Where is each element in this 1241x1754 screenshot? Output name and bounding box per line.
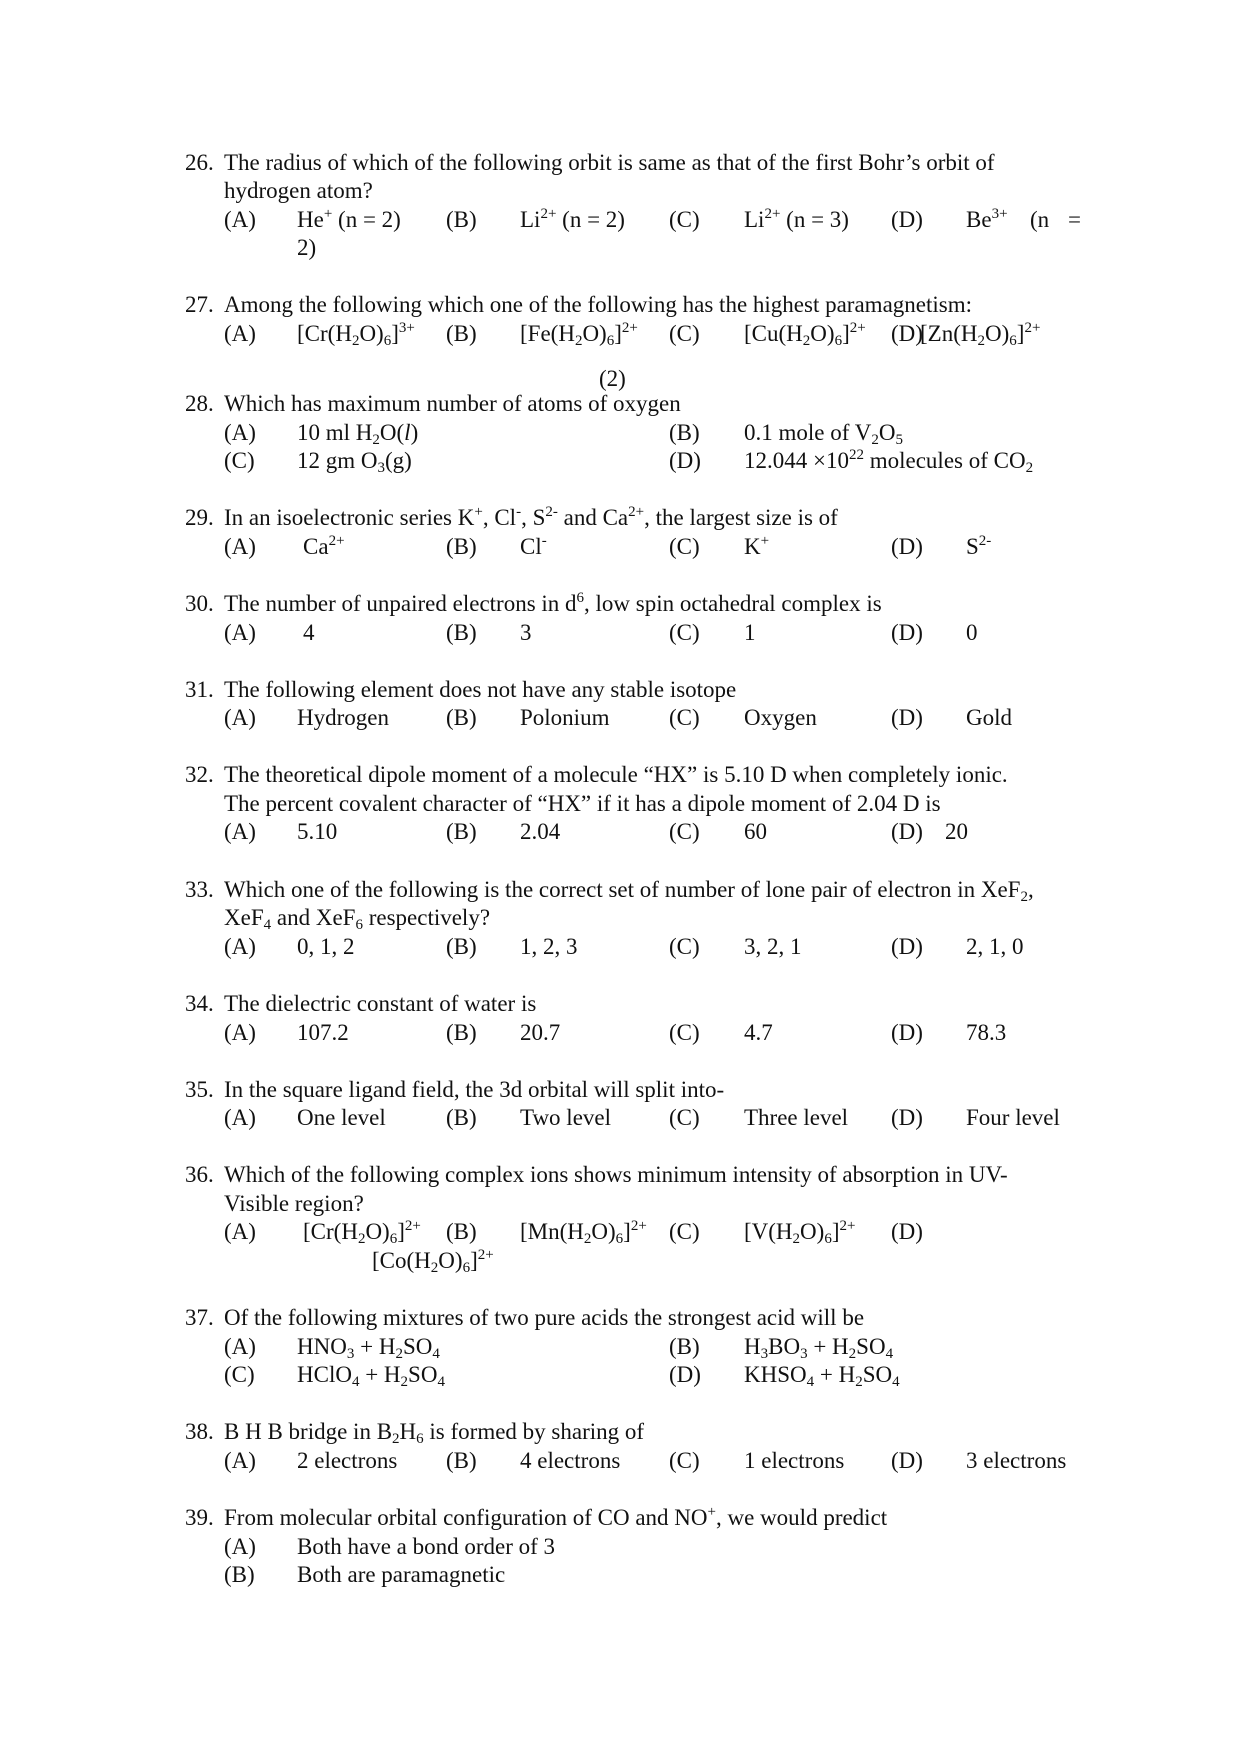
question-29-number: 29. — [185, 505, 214, 530]
option-a-text: $Ca^{2+}$ — [303, 533, 345, 559]
option-b-text: Both are paramagnetic — [297, 1562, 506, 1587]
question-31-text: The following element does not have any stable isotope — [224, 677, 737, 702]
option-a-label: (A) — [224, 1334, 256, 1359]
option-d-label: (D) — [891, 620, 923, 645]
option-b-text: $[Fe(H_2O)_6]^{2+}$ — [520, 320, 638, 349]
option-d-label: (D) — [891, 1020, 923, 1045]
option-a-text: 10 ml $H_2O(l)$ — [297, 420, 419, 448]
option-c-text: $Li^{2+}$ (n = 3) — [744, 206, 849, 232]
option-a-label: (A) — [224, 534, 256, 559]
option-b-text: $[Mn(H_2O)_6]^{2+}$ — [520, 1218, 647, 1247]
option-a-text: 0, 1, 2 — [297, 934, 355, 959]
option-a-label: (A) — [224, 1105, 256, 1130]
question-27-number: 27. — [185, 292, 214, 317]
option-d-label: (D) — [891, 705, 923, 730]
question-30-text: The number of unpaired electrons in $d^6$, low spin octahedral complex is — [224, 590, 882, 616]
option-d-text-wrap: 2) — [297, 235, 317, 260]
option-a-label: (A) — [224, 1534, 256, 1559]
question-37-text: Of the following mixtures of two pure acids the strongest acid will be — [224, 1305, 865, 1330]
option-c-text: 4.7 — [744, 1020, 773, 1045]
option-b-text: 4 electrons — [520, 1448, 621, 1473]
option-c-label: (C) — [669, 705, 700, 730]
question-30-number: 30. — [185, 591, 214, 616]
option-d-text: $12.044 \times 10^{22}$ molecules of $CO_2$ — [744, 447, 1034, 476]
question-36-text-line1: Which of the following complex ions shows minimum intensity of absorption in UV- — [224, 1162, 1008, 1187]
question-35-number: 35. — [185, 1077, 214, 1102]
option-d-label: (D) — [891, 321, 923, 346]
option-b-text: 0.1 mole of $V_2O_5$ — [744, 420, 903, 448]
option-b-label: (B) — [446, 1020, 477, 1045]
option-c-label: (C) — [669, 819, 700, 844]
option-c-label: (C) — [669, 1105, 700, 1130]
question-33-text-line2: XeF$_4$ and XeF$_6$ respectively? — [224, 905, 491, 933]
option-a-text: 2 electrons — [297, 1448, 398, 1473]
question-27-text: Among the following which one of the following has the highest paramagnetism: — [224, 292, 972, 317]
option-c-label: (C) — [669, 1448, 700, 1473]
option-c-label: (C) — [669, 534, 700, 559]
option-a-text: Both have a bond order of 3 — [297, 1534, 556, 1559]
question-33-text-line1: Which one of the following is the correct set of number of lone pair of electron in XeF$_2$, — [224, 877, 1034, 905]
option-d-label: (D) — [891, 534, 923, 559]
question-39-text: From molecular orbital configuration of CO and NO+, we would predict — [224, 1504, 888, 1530]
option-b-text: Two level — [520, 1105, 612, 1130]
option-c-text: HClO$_4$ + $H_2SO_4$ — [297, 1362, 445, 1390]
question-26-text-line2: hydrogen atom? — [224, 178, 373, 203]
option-b-text: 1, 2, 3 — [520, 934, 578, 959]
option-c-label: (C) — [669, 207, 700, 232]
option-a-label: (A) — [224, 420, 256, 445]
option-c-text: Three level — [744, 1105, 849, 1130]
option-b-label: (B) — [446, 705, 477, 730]
option-c-label: (C) — [669, 321, 700, 346]
option-d-text-eq: = — [1068, 207, 1081, 232]
option-d-label: (D) — [669, 1362, 701, 1387]
option-d-text: 2, 1, 0 — [966, 934, 1024, 959]
question-32-text-line1: The theoretical dipole moment of a molecule “HX” is 5.10 D when completely ionic. — [224, 762, 1008, 787]
question-36-text-line2: Visible region? — [224, 1191, 364, 1216]
option-d-text: 78.3 — [966, 1020, 1007, 1045]
question-32-number: 32. — [185, 762, 214, 787]
option-a-text: He+ (n = 2) — [297, 206, 401, 232]
option-a-text: 5.10 — [297, 819, 338, 844]
option-c-label: (C) — [669, 1020, 700, 1045]
option-d-label: (D) — [891, 934, 923, 959]
option-b-text: Cl- — [520, 533, 547, 559]
question-38-number: 38. — [185, 1419, 214, 1444]
option-a-label: (A) — [224, 1219, 256, 1244]
option-b-text: $Li^{2+}$ (n = 2) — [520, 206, 625, 232]
question-34-text: The dielectric constant of water is — [224, 991, 537, 1016]
question-32-text-line2: The percent covalent character of “HX” if it has a dipole moment of 2.04 D is — [224, 791, 941, 816]
question-29-text: In an isoelectronic series K+, Cl-, $S^{2-}$ and $Ca^{2+}$, the largest size is of — [224, 504, 838, 530]
option-b-label: (B) — [446, 1219, 477, 1244]
option-b-label: (B) — [446, 321, 477, 346]
option-b-label: (B) — [446, 819, 477, 844]
option-a-label: (A) — [224, 1020, 256, 1045]
option-d-text: 3 electrons — [966, 1448, 1067, 1473]
option-c-label: (C) — [224, 448, 255, 473]
option-a-label: (A) — [224, 1448, 256, 1473]
option-d-text: 20 — [945, 819, 968, 844]
option-b-label: (B) — [669, 420, 700, 445]
option-c-text: 60 — [744, 819, 767, 844]
option-d-label: (D) — [891, 1219, 923, 1244]
question-36-number: 36. — [185, 1162, 214, 1187]
question-34-number: 34. — [185, 991, 214, 1016]
question-26-number: 26. — [185, 150, 214, 175]
option-d-text: Four level — [966, 1105, 1060, 1130]
page-number: (2) — [599, 366, 626, 391]
option-d-text: $[Co(H_2O)_6]^{2+}$ — [372, 1247, 494, 1276]
option-b-label: (B) — [446, 1105, 477, 1130]
option-a-text: Hydrogen — [297, 705, 389, 730]
option-d-text-cont: (n — [1030, 207, 1050, 232]
option-d-text: $S^{2-}$ — [966, 533, 992, 559]
option-d-text: $KHSO_4 + H_2SO_4$ — [744, 1362, 900, 1390]
option-c-text: 1 — [744, 620, 756, 645]
option-b-label: (B) — [224, 1562, 255, 1587]
option-d-label: (D) — [891, 207, 923, 232]
option-c-text: K+ — [744, 533, 770, 559]
option-a-label: (A) — [224, 620, 256, 645]
option-d-text: $[Zn(H_2O)_6]^{2+}$ — [920, 320, 1041, 349]
option-b-text: 20.7 — [520, 1020, 561, 1045]
question-37-number: 37. — [185, 1305, 214, 1330]
option-b-label: (B) — [446, 620, 477, 645]
option-c-label: (C) — [669, 934, 700, 959]
option-c-text: $[Cu(H_2O)_6]^{2+}$ — [744, 320, 866, 349]
option-a-label: (A) — [224, 321, 256, 346]
question-39-number: 39. — [185, 1505, 214, 1530]
option-b-text: 2.04 — [520, 819, 561, 844]
option-d-label: (D) — [891, 1105, 923, 1130]
option-b-label: (B) — [446, 534, 477, 559]
option-d-text: 0 — [966, 620, 978, 645]
option-a-label: (A) — [224, 207, 256, 232]
option-a-label: (A) — [224, 934, 256, 959]
option-c-text: 1 electrons — [744, 1448, 845, 1473]
option-c-text: 12 gm $O_3(g)$ — [297, 448, 412, 476]
option-c-label: (C) — [224, 1362, 255, 1387]
question-31-number: 31. — [185, 677, 214, 702]
option-d-label: (D) — [891, 819, 923, 844]
option-c-label: (C) — [669, 620, 700, 645]
option-d-text: $Be^{3+}$ — [966, 206, 1008, 232]
option-b-label: (B) — [446, 934, 477, 959]
question-28-text: Which has maximum number of atoms of oxygen — [224, 391, 681, 416]
question-26-text-line1: The radius of which of the following orbit is same as that of the first Bohr’s orbit of — [224, 150, 995, 175]
option-c-text: Oxygen — [744, 705, 817, 730]
option-c-label: (C) — [669, 1219, 700, 1244]
question-38-text: B H B bridge in $B_2H_6$ is formed by sharing of — [224, 1419, 645, 1447]
option-a-text: $HNO_3 + H_2SO_4$ — [297, 1334, 440, 1362]
option-d-label: (D) — [669, 448, 701, 473]
question-28-number: 28. — [185, 391, 214, 416]
option-a-label: (A) — [224, 819, 256, 844]
question-33-number: 33. — [185, 877, 214, 902]
option-a-text: One level — [297, 1105, 386, 1130]
option-b-label: (B) — [669, 1334, 700, 1359]
option-c-text: $[V(H_2O)_6]^{2+}$ — [744, 1218, 856, 1247]
option-b-label: (B) — [446, 1448, 477, 1473]
option-a-label: (A) — [224, 705, 256, 730]
option-d-text: Gold — [966, 705, 1012, 730]
option-c-text: 3, 2, 1 — [744, 934, 802, 959]
option-b-text: Polonium — [520, 705, 610, 730]
option-a-text: 107.2 — [297, 1020, 349, 1045]
option-b-text: $H_3BO_3 + H_2SO_4$ — [744, 1334, 894, 1362]
option-d-label: (D) — [891, 1448, 923, 1473]
question-35-text: In the square ligand field, the 3d orbital will split into- — [224, 1077, 725, 1102]
option-a-text: $[Cr(H_2O)_6]^{3+}$ — [297, 320, 415, 349]
option-b-label: (B) — [446, 207, 477, 232]
option-a-text: $[Cr(H_2O)_6]^{2+}$ — [303, 1218, 421, 1247]
option-a-text: 4 — [303, 620, 315, 645]
option-b-text: 3 — [520, 620, 532, 645]
